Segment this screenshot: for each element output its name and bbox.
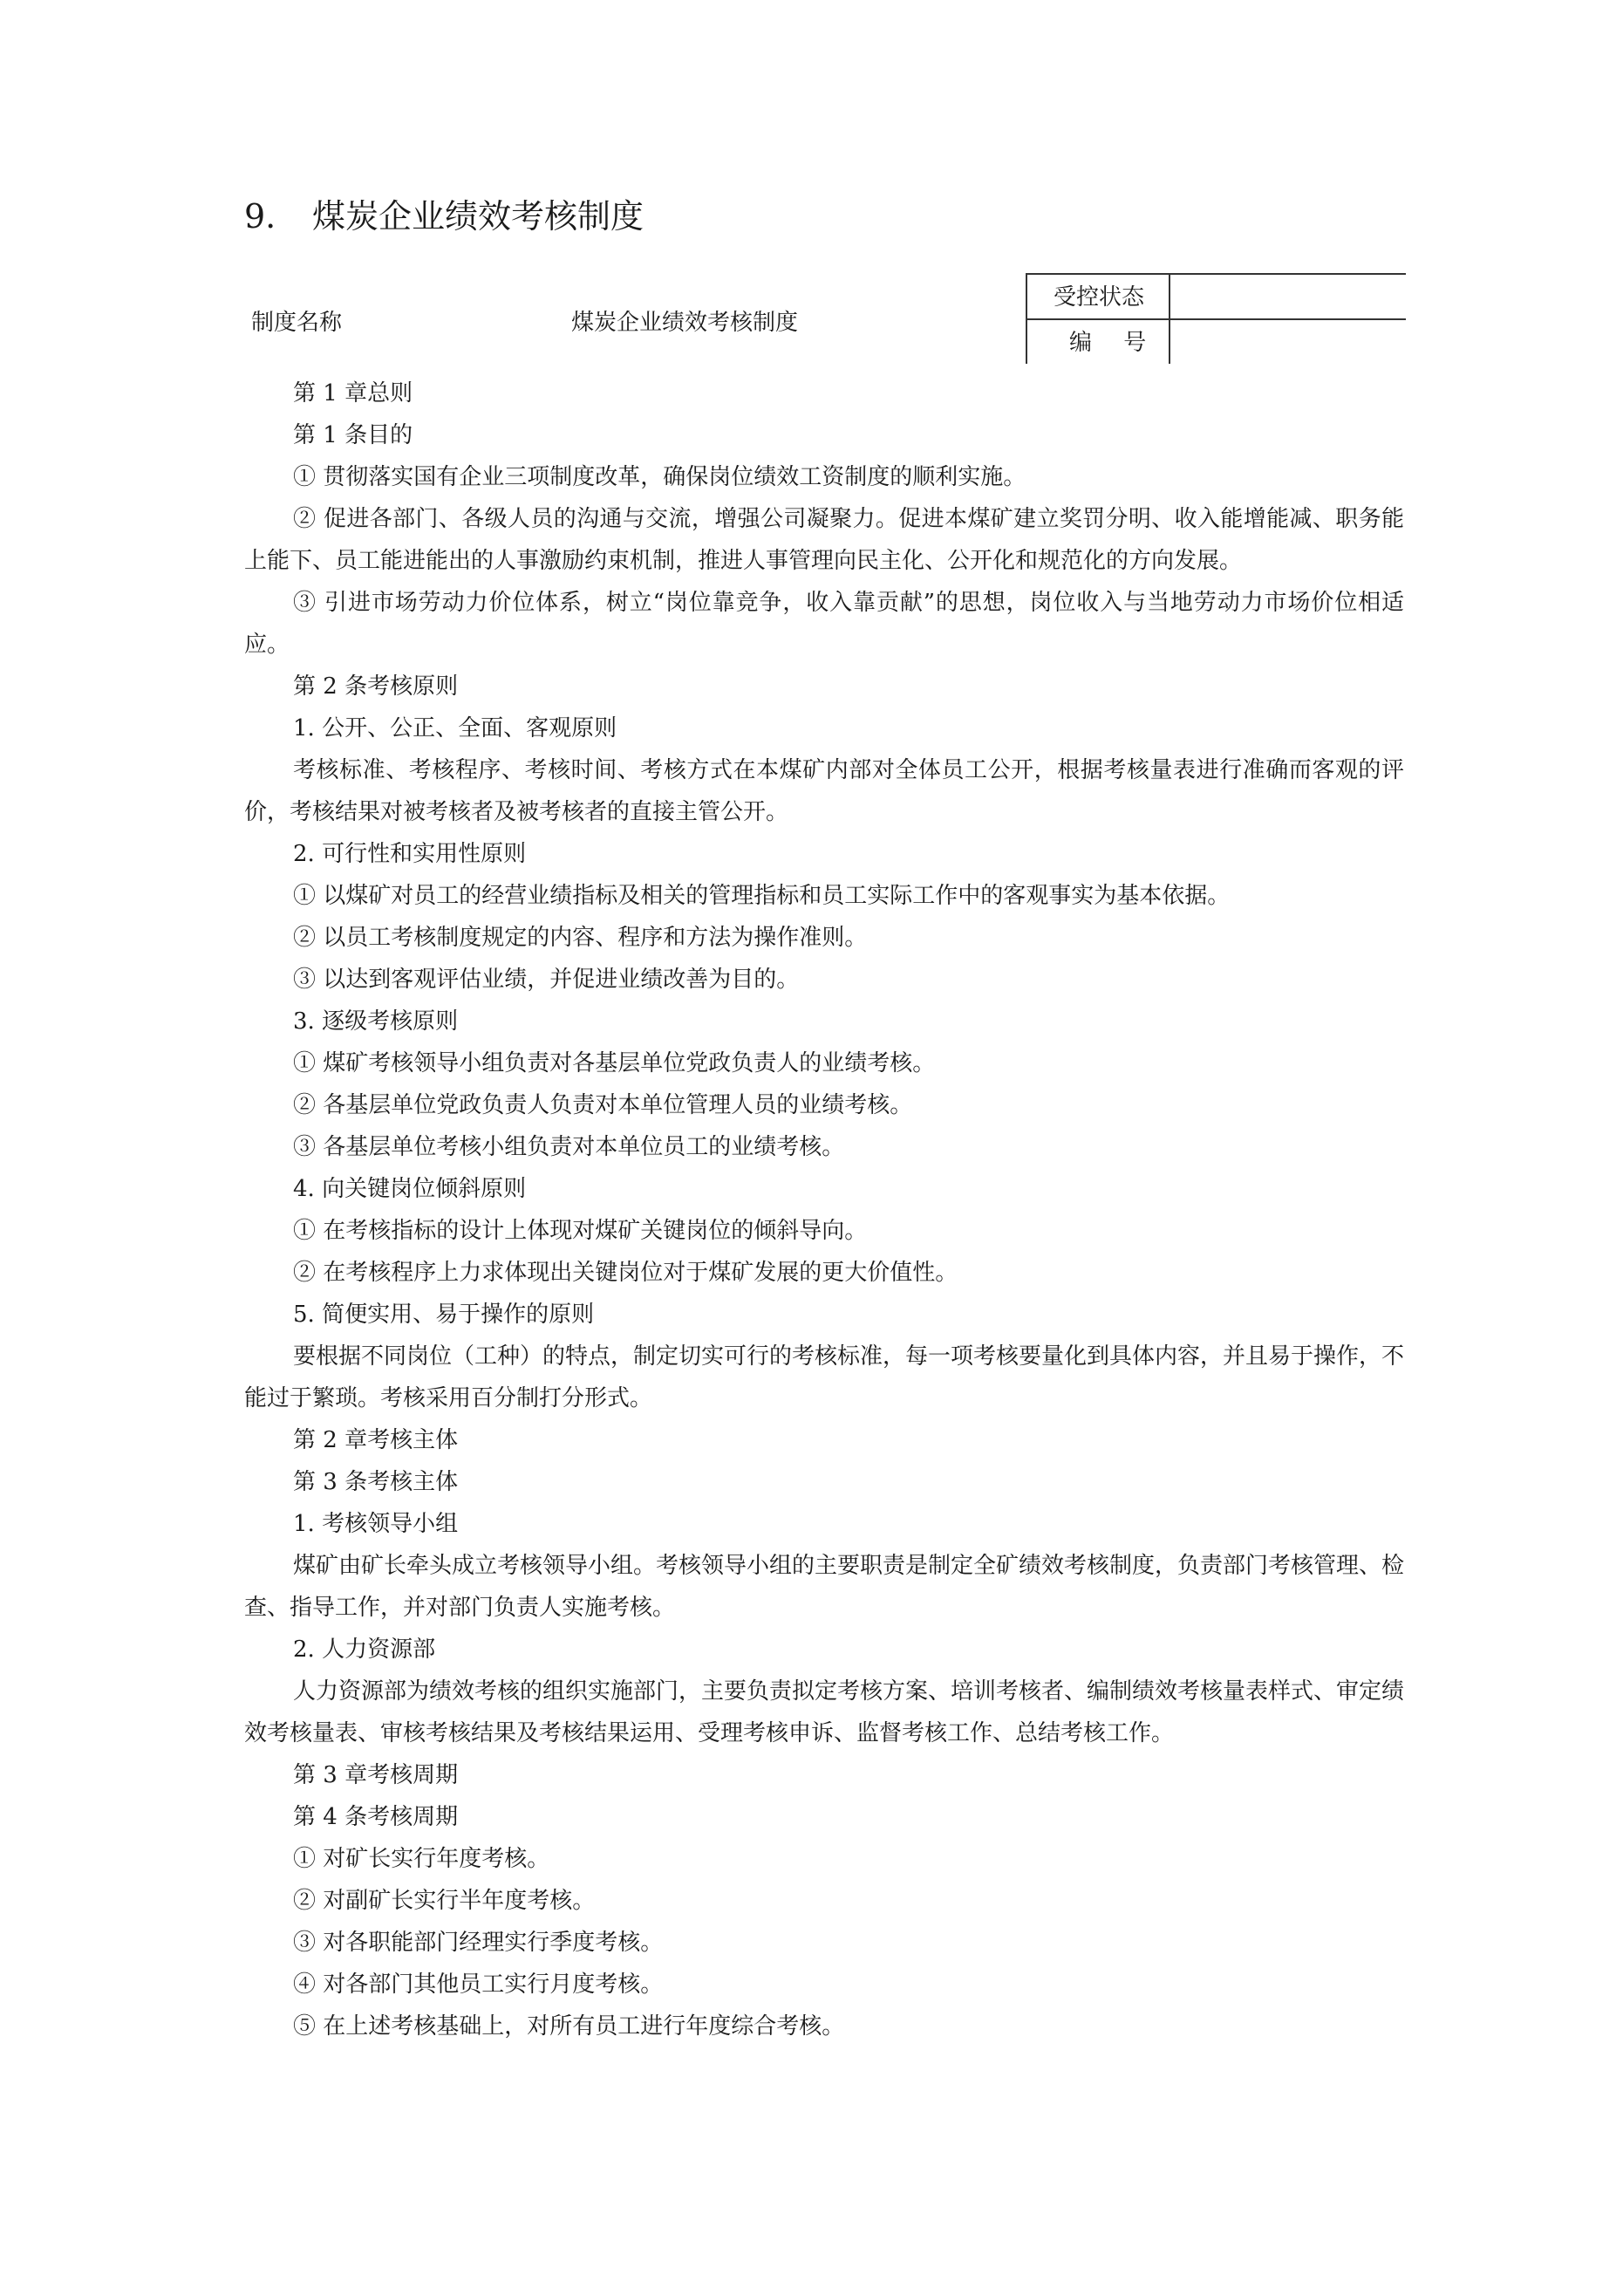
body-paragraph: 要根据不同岗位（工种）的特点，制定切实可行的考核标准，每一项考核要量化到具体内容，并且易于操作，不能过于繁琐。考核采用百分制打分形式。 (244, 1343, 1405, 1411)
body-paragraph: ① 在考核指标的设计上体现对煤矿关键岗位的倾斜导向。 (293, 1218, 868, 1244)
period-list-item: ④ 对各部门其他员工实行月度考核。 (293, 1971, 664, 1998)
article-heading: 第 3 条考核主体 (293, 1469, 459, 1495)
body-paragraph: ② 以员工考核制度规定的内容、程序和方法为操作准则。 (293, 925, 868, 951)
section-heading: 1. 公开、公正、全面、客观原则 (293, 715, 617, 741)
section-heading: 5. 简便实用、易于操作的原则 (293, 1302, 595, 1328)
document-body (244, 372, 1404, 2047)
body-paragraph: ① 贯彻落实国有企业三项制度改革，确保岗位绩效工资制度的顺利实施。 (293, 464, 1026, 490)
system-name-label: 制度名称 (251, 310, 343, 336)
document-number-label: 编 号 (1069, 330, 1159, 356)
body-paragraph: ① 以煤矿对员工的经营业绩指标及相关的管理指标和员工实际工作中的客观事实为基本依据。 (293, 883, 1231, 909)
period-list-item: ③ 对各职能部门经理实行季度考核。 (293, 1930, 664, 1956)
body-paragraph: ③ 各基层单位考核小组负责对本单位员工的业绩考核。 (293, 1134, 845, 1160)
body-paragraph: ③ 以达到客观评估业绩，并促进业绩改善为目的。 (293, 967, 800, 993)
chapter-heading: 第 3 章考核周期 (293, 1762, 459, 1788)
control-info-table (1026, 273, 1406, 364)
section-heading: 4. 向关键岗位倾斜原则 (293, 1176, 527, 1202)
control-status-label: 受控状态 (1054, 284, 1145, 311)
article-heading: 第 2 条考核原则 (293, 673, 459, 700)
section-heading: 3. 逐级考核原则 (293, 1008, 459, 1035)
body-paragraph: ① 煤矿考核领导小组负责对各基层单位党政负责人的业绩考核。 (293, 1050, 936, 1076)
table-row-divider (1027, 318, 1406, 320)
article-heading: 第 1 条目的 (293, 422, 413, 448)
article-heading: 第 4 条考核周期 (293, 1804, 459, 1830)
section-heading: 2. 人力资源部 (293, 1637, 436, 1663)
document-title (244, 194, 644, 239)
period-list-item: ① 对矿长实行年度考核。 (293, 1846, 550, 1872)
period-list-item: ⑤ 在上述考核基础上，对所有员工进行年度综合考核。 (293, 2013, 845, 2040)
body-paragraph: ② 促进各部门、各级人员的沟通与交流，增强公司凝聚力。促进本煤矿建立奖罚分明、收入能增能减、职务能上能下、员工能进能出的人事激励约束机制，推进人事管理向民主化、公开化和规范化的方向发展。 (244, 506, 1404, 574)
body-paragraph: 煤矿由矿长牵头成立考核领导小组。考核领导小组的主要职责是制定全矿绩效考核制度，负责部门考核管理、检查、指导工作，并对部门负责人实施考核。 (244, 1553, 1405, 1621)
section-heading: 1. 考核领导小组 (293, 1511, 459, 1537)
body-paragraph: ② 各基层单位党政负责人负责对本单位管理人员的业绩考核。 (293, 1092, 913, 1118)
body-paragraph: 人力资源部为绩效考核的组织实施部门，主要负责拟定考核方案、培训考核者、编制绩效考核量表样式、审定绩效考核量表、审核考核结果及考核结果运用、受理考核申诉、监督考核工作、总结考核工作。 (244, 1678, 1405, 1746)
section-heading: 2. 可行性和实用性原则 (293, 841, 527, 867)
body-paragraph: 考核标准、考核程序、考核时间、考核方式在本煤矿内部对全体员工公开，根据考核量表进行准确而客观的评价，考核结果对被考核者及被考核者的直接主管公开。 (244, 757, 1404, 825)
chapter-heading: 第 1 章总则 (293, 380, 413, 407)
title-number: 9. (244, 197, 276, 236)
table-column-divider (1169, 275, 1170, 364)
body-paragraph: ② 在考核程序上力求体现出关键岗位对于煤矿发展的更大价值性。 (293, 1260, 958, 1286)
title-text: 煤炭企业绩效考核制度 (312, 197, 644, 236)
body-paragraph: ③ 引进市场劳动力价位体系，树立“岗位靠竞争，收入靠贡献”的思想，岗位收入与当地劳动力市场价位相适应。 (244, 590, 1404, 658)
system-name-value: 煤炭企业绩效考核制度 (571, 310, 799, 336)
chapter-heading: 第 2 章考核主体 (293, 1427, 459, 1453)
period-list-item: ② 对副矿长实行半年度考核。 (293, 1888, 596, 1914)
